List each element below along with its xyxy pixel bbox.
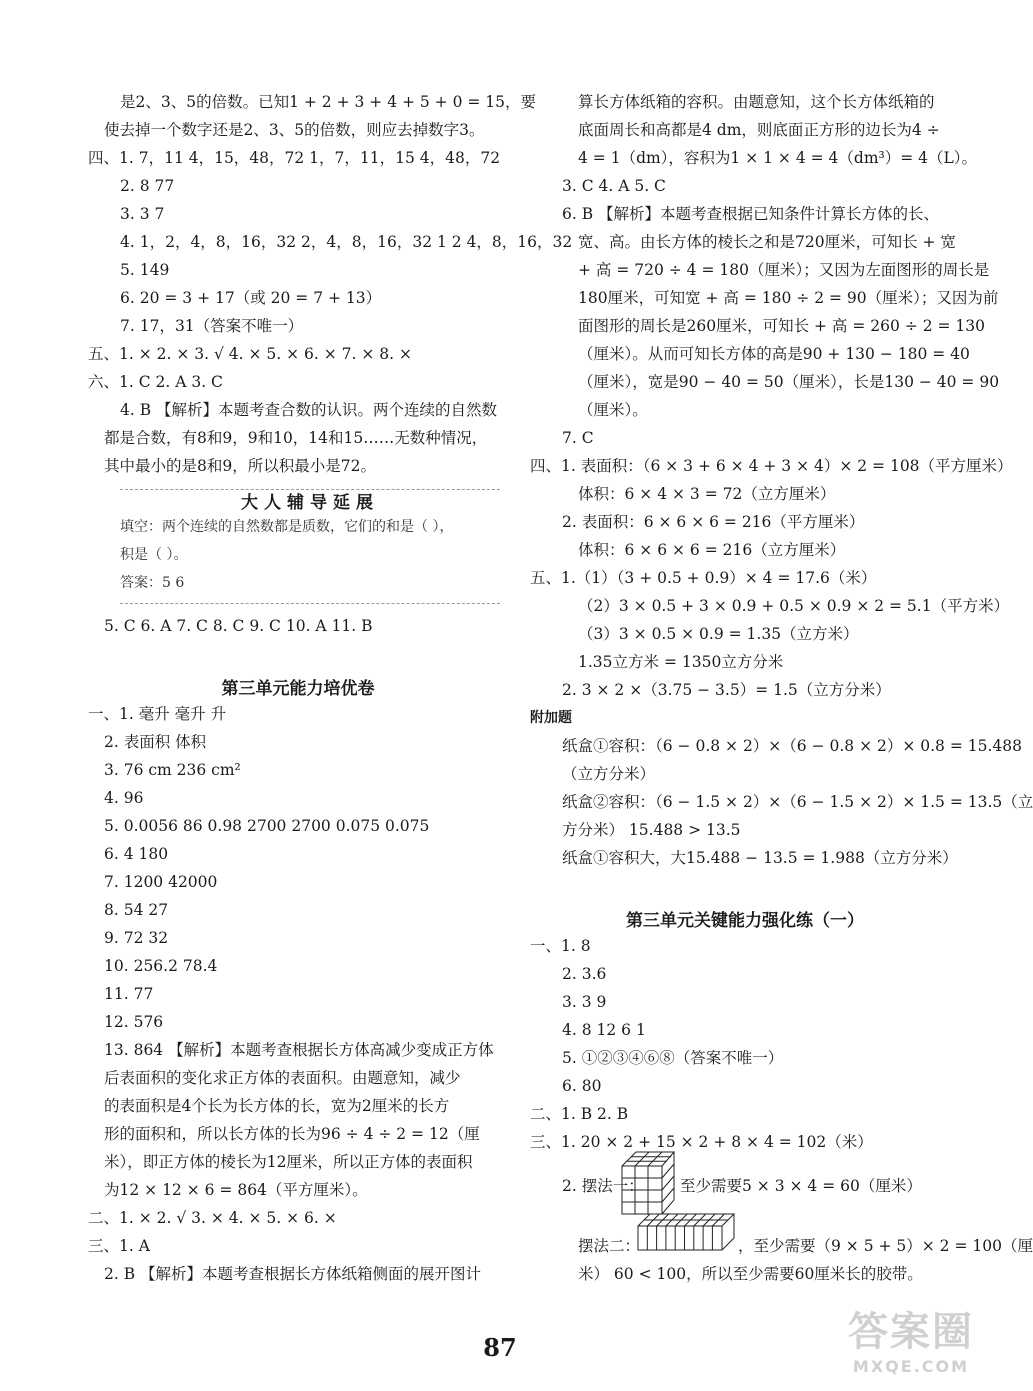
text-line: 形的面积和，所以长方体的长为96 ÷ 4 ÷ 2 = 12（厘 <box>104 1125 480 1143</box>
answer-line: 13. 864 【解析】本题考查根据长方体高减少变成正方体 <box>104 1041 494 1059</box>
page-number: 87 <box>483 1333 517 1362</box>
answer-line: 2. 摆法一： <box>562 1177 644 1195</box>
text-line: 的表面积是4个长为长方体的长，宽为2厘米的长方 <box>104 1097 450 1115</box>
answer-line: 五、1.（1）（3 + 0.5 + 0.9）× 4 = 17.6（米） <box>530 569 877 587</box>
text-line: （3）3 × 0.5 × 0.9 = 1.35（立方米） <box>578 625 859 643</box>
text-line: 都是合数，有8和9，9和10，14和15……无数种情况， <box>104 429 488 447</box>
text-line: + 高 = 720 ÷ 4 = 180（厘米）；又因为左面图形的周长是 <box>578 261 990 279</box>
answer-line: 五、1. × 2. × 3. √ 4. × 5. × 6. × 7. × 8. × <box>88 345 413 363</box>
answer-line: 6. 20 = 3 + 17（或 20 = 7 + 13） <box>120 289 382 307</box>
answer-line: 3. 76 cm 236 cm² <box>104 761 241 779</box>
answer-line: 6. B 【解析】本题考查根据已知条件计算长方体的长、 <box>562 205 940 223</box>
text-line: 米），即正方体的棱长为12厘米，所以正方体的表面积 <box>104 1153 473 1171</box>
answer-line: 6. 4 180 <box>104 845 169 863</box>
answer-line: 4. 8 12 6 1 <box>562 1021 646 1039</box>
cuboid-row-figure-2 <box>636 1212 736 1252</box>
answer-line: 12. 576 <box>104 1013 164 1031</box>
answer-line: 10. 256.2 78.4 <box>104 957 218 975</box>
text-line: 是2、3、5的倍数。已知1 + 2 + 3 + 4 + 5 + 0 = 15，要 <box>120 93 537 111</box>
answer-line: 4. 1，2，4，8，16，32 2，4，8，16，32 1 2 4，8，16，32 <box>120 233 573 251</box>
text-line: 后表面积的变化求正方体的表面积。由题意知，减少 <box>104 1069 461 1087</box>
extension-box <box>120 489 500 513</box>
answer-line: 摆法二： <box>578 1237 641 1255</box>
answer-line: 2. 表面积 体积 <box>104 733 207 751</box>
section-title: 第三单元能力培优卷 <box>221 679 375 699</box>
answer-line: 2. 8 77 <box>120 177 175 195</box>
answer-line: 5. 0.0056 86 0.98 2700 2700 0.075 0.075 <box>104 817 430 835</box>
text-line: 纸盒②容积：（6 − 1.5 × 2）×（6 − 1.5 × 2）× 1.5 = 13.5（立 <box>562 793 1033 811</box>
text-line: 宽、高。由长方体的棱长之和是720厘米，可知长 + 宽 <box>578 233 956 251</box>
watermark-url: MXQE.COM <box>852 1357 970 1376</box>
text-line: 体积：6 × 6 × 6 = 216（立方厘米） <box>578 541 846 559</box>
text-line: 纸盒①容积大，大15.488 − 13.5 = 1.988（立方分米） <box>562 849 958 867</box>
answer-line: 7. 1200 42000 <box>104 873 218 891</box>
answer-line: 2. B 【解析】本题考查根据长方体纸箱侧面的展开图计 <box>104 1265 482 1283</box>
text-line: （2）3 × 0.5 + 3 × 0.9 + 0.5 × 0.9 × 2 = 5.1（平方米） <box>578 597 1010 615</box>
cuboid-stack-figure-1 <box>620 1150 676 1216</box>
divider <box>120 603 500 604</box>
extension-line: 填空：两个连续的自然数都是质数，它们的和是（ ）， <box>120 519 454 535</box>
answer-line: 3. 3 9 <box>562 993 607 1011</box>
answer-line: 3. C 4. A 5. C <box>562 177 666 195</box>
bonus-heading: 附加题 <box>530 710 572 726</box>
answer-line: 二、1. B 2. B <box>530 1105 629 1123</box>
text-line: （立方分米） <box>562 765 656 783</box>
answer-line: ，至少需要（9 × 5 + 5）× 2 = 100（厘 <box>738 1237 1033 1255</box>
answer-line: 5. ①②③④⑥⑧（答案不唯一） <box>562 1049 784 1067</box>
answer-line: 5. 149 <box>120 261 170 279</box>
text-line: 其中最小的是8和9，所以积最小是72。 <box>104 457 376 475</box>
text-line: 方分米） 15.488 > 13.5 <box>562 821 741 839</box>
answer-line: 一、1. 毫升 毫升 升 <box>88 705 227 723</box>
text-line: 180厘米，可知宽 + 高 = 180 ÷ 2 = 90（厘米）；又因为前 <box>578 289 999 307</box>
answer-line: 7. C <box>562 429 594 447</box>
answer-line: 9. 72 32 <box>104 929 169 947</box>
answer-line: 2. 3 × 2 ×（3.75 − 3.5）= 1.5（立方分米） <box>562 681 891 699</box>
answer-line: 7. 17，31（答案不唯一） <box>120 317 304 335</box>
text-line: 1.35立方米 = 1350立方分米 <box>578 653 784 671</box>
answer-line: 至少需要5 × 3 × 4 = 60（厘米） <box>680 1177 922 1195</box>
answer-line: 8. 54 27 <box>104 901 169 919</box>
answer-line: 11. 77 <box>104 985 154 1003</box>
section-title: 第三单元关键能力强化练（一） <box>626 911 864 931</box>
answer-line: 2. 3.6 <box>562 965 607 983</box>
watermark-logo <box>836 1300 986 1380</box>
answer-line: 三、1. A <box>88 1237 150 1255</box>
answer-line: 3. 3 7 <box>120 205 165 223</box>
text-line: （厘米）。 <box>578 401 648 419</box>
text-line: 算长方体纸箱的容积。由题意知，这个长方体纸箱的 <box>578 93 935 111</box>
text-line: 使去掉一个数字还是2、3、5的倍数，则应去掉数字3。 <box>104 121 485 139</box>
answer-line: 四、1. 7，11 4，15，48，72 1，7，11，15 4，48，72 <box>88 149 501 167</box>
answer-line: 六、1. C 2. A 3. C <box>88 373 223 391</box>
text-line: （厘米），宽是90 − 40 = 50（厘米），长是130 − 40 = 90 <box>578 373 1000 391</box>
answer-line: 2. 表面积：6 × 6 × 6 = 216（平方厘米） <box>562 513 865 531</box>
answer-line: 二、1. × 2. √ 3. × 4. × 5. × 6. × <box>88 1209 337 1227</box>
extension-line: 积是（ ）。 <box>120 547 188 563</box>
answer-line: 三、1. 20 × 2 + 15 × 2 + 8 × 4 = 102（米） <box>530 1133 873 1151</box>
text-line: 面图形的周长是260厘米，可知长 + 高 = 260 ÷ 2 = 130 <box>578 317 985 335</box>
answer-line: 四、1. 表面积：（6 × 3 + 6 × 4 + 3 × 4）× 2 = 108（平方厘米） <box>530 457 1013 475</box>
answer-line: 4. 96 <box>104 789 144 807</box>
text-line: 纸盒①容积：（6 − 0.8 × 2）×（6 − 0.8 × 2）× 0.8 = 15.488 <box>562 737 1022 755</box>
extension-line: 答案：5 6 <box>120 575 185 591</box>
answer-line: 6. 80 <box>562 1077 602 1095</box>
text-line: （厘米）。从而可知长方体的高是90 + 130 − 180 = 40 <box>578 345 970 363</box>
answer-line: 4. B 【解析】本题考查合数的认识。两个连续的自然数 <box>120 401 498 419</box>
text-line: 体积：6 × 4 × 3 = 72（立方厘米） <box>578 485 836 503</box>
extension-heading: 大人辅导延展 <box>120 488 500 513</box>
answer-line: 米） 60 < 100，所以至少需要60厘米长的胶带。 <box>578 1265 923 1283</box>
text-line: 底面周长和高都是4 dm，则底面正方形的边长为4 ÷ <box>578 121 940 139</box>
answer-line: 一、1. 8 <box>530 937 591 955</box>
text-line: 4 = 1（dm），容积为1 × 1 × 4 = 4（dm³）= 4（L）。 <box>578 149 978 167</box>
answer-line: 5. C 6. A 7. C 8. C 9. C 10. A 11. B <box>104 617 373 635</box>
watermark-text: 答案圈 <box>848 1309 974 1355</box>
text-line: 为12 × 12 × 6 = 864（平方厘米）。 <box>104 1181 368 1199</box>
